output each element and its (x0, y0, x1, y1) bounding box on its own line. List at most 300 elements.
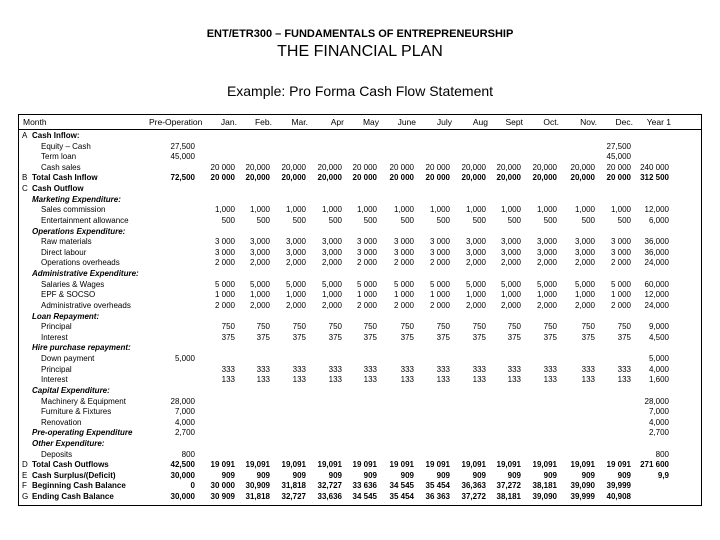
row-value: 909 (436, 470, 450, 480)
row-value: 35 454 (425, 481, 450, 491)
row-value: 45,000 (606, 152, 631, 162)
row-value: 375 (292, 332, 306, 342)
row-value: 375 (328, 332, 342, 342)
row-value: 2 000 (393, 258, 414, 268)
row-value: 3 000 (610, 247, 631, 257)
row-value: 1,000 (429, 205, 450, 215)
row-value: 750 (328, 322, 342, 332)
row-value: 500 (256, 215, 270, 225)
row-value: 333 (507, 364, 521, 374)
row-value: 5,000 (174, 354, 195, 364)
row-value: 133 (221, 375, 235, 385)
row-value: 19 091 (606, 460, 631, 470)
row-value: 30,000 (170, 470, 195, 480)
row-value: 3,000 (321, 237, 342, 247)
row-value: 38,181 (496, 492, 521, 502)
row-label: EPF & SOCSO (41, 290, 96, 300)
row-value: 20,000 (496, 173, 521, 183)
row-value: 1,600 (648, 375, 669, 385)
table-row (19, 428, 701, 439)
row-label: Term loan (41, 152, 77, 162)
row-label: Ending Cash Balance (32, 492, 114, 502)
row-value: 750 (363, 322, 377, 332)
row-value: 0 (190, 481, 195, 491)
row-value: 12,000 (644, 205, 669, 215)
row-value: 2 000 (610, 258, 631, 268)
row-value: 3,000 (321, 247, 342, 257)
column-header-period: Oct. (543, 117, 559, 127)
row-value: 3 000 (356, 247, 377, 257)
row-value: 31,818 (245, 492, 270, 502)
column-header-period: Feb. (254, 117, 272, 127)
row-value: 500 (617, 215, 631, 225)
row-value: 19 091 (389, 460, 414, 470)
row-value: 5,000 (574, 279, 595, 289)
row-label: Cash Inflow: (32, 131, 80, 140)
row-value: 1 000 (356, 290, 377, 300)
row-value: 2,000 (249, 300, 270, 310)
course-header: ENT/ETR300 – FUNDAMENTALS OF ENTREPRENEURSHIP (206, 28, 514, 40)
row-value: 5,000 (500, 279, 521, 289)
row-label: Raw materials (41, 237, 92, 247)
row-label: Interest (41, 375, 68, 385)
row-value: 20,000 (532, 162, 557, 172)
row-value: 60,000 (644, 279, 669, 289)
row-value: 4,000 (174, 417, 195, 427)
row-value: 3,000 (536, 237, 557, 247)
row-value: 133 (581, 375, 595, 385)
row-value: 20 000 (425, 173, 450, 183)
row-label: Down payment (41, 354, 95, 364)
table-row (19, 322, 701, 333)
row-value: 2 000 (356, 258, 377, 268)
row-value: 333 (617, 364, 631, 374)
row-value: 312 500 (640, 173, 669, 183)
column-header-period: Dec. (615, 117, 633, 127)
row-value: 133 (256, 375, 270, 385)
row-value: 1,000 (574, 205, 595, 215)
row-value: 36,000 (644, 247, 669, 257)
row-value: 1,000 (500, 205, 521, 215)
column-header-period: Apr (330, 117, 344, 127)
row-value: 5,000 (285, 279, 306, 289)
row-value: 20,000 (496, 162, 521, 172)
row-value: 4,500 (648, 332, 669, 342)
row-value: 3 000 (610, 237, 631, 247)
row-label: Beginning Cash Balance (32, 481, 126, 491)
row-value: 28,000 (644, 396, 669, 406)
table-row (19, 248, 701, 259)
row-value: 5,000 (321, 279, 342, 289)
row-code: E (22, 470, 28, 480)
row-value: 2 000 (356, 300, 377, 310)
row-value: 333 (581, 364, 595, 374)
row-label: Operations overheads (41, 258, 120, 268)
row-value: 1,000 (249, 205, 270, 215)
row-value: 20,000 (245, 173, 270, 183)
row-label: Total Cash Inflow (32, 173, 98, 183)
row-label: Capital Expenditure: (32, 385, 110, 395)
row-value: 2,000 (465, 258, 486, 268)
row-code: G (22, 492, 29, 502)
table-row (19, 471, 701, 482)
row-label: Cash sales (41, 162, 81, 172)
column-header-period: Aug (472, 117, 488, 127)
table-row (19, 481, 701, 492)
row-value: 2,000 (536, 258, 557, 268)
row-value: 40,908 (606, 492, 631, 502)
table-row (19, 354, 701, 365)
page-title: THE FINANCIAL PLAN (277, 43, 443, 60)
row-value: 2,000 (574, 258, 595, 268)
row-value: 133 (292, 375, 306, 385)
row-value: 375 (617, 332, 631, 342)
row-label: Entertainment allowance (41, 215, 129, 225)
row-value: 37,272 (496, 481, 521, 491)
row-value: 42,500 (170, 460, 195, 470)
row-value: 39,999 (606, 481, 631, 491)
row-value: 3,000 (249, 237, 270, 247)
table-row (19, 152, 701, 163)
row-value: 3,000 (500, 237, 521, 247)
row-value: 3 000 (393, 247, 414, 257)
row-value: 19,091 (570, 460, 595, 470)
row-label: Machinery & Equipment (41, 396, 126, 406)
table-row (19, 269, 701, 280)
column-header-period: May (362, 117, 379, 127)
row-value: 5,000 (249, 279, 270, 289)
row-value: 750 (292, 322, 306, 332)
table-row (19, 205, 701, 216)
table-row (19, 173, 701, 184)
row-value: 375 (256, 332, 270, 342)
row-value: 909 (256, 470, 270, 480)
row-value: 333 (436, 364, 450, 374)
row-value: 333 (472, 364, 486, 374)
row-value: 19,091 (245, 460, 270, 470)
row-value: 35 454 (389, 492, 414, 502)
row-value: 333 (221, 364, 235, 374)
row-value: 38,181 (532, 481, 557, 491)
row-value: 909 (400, 470, 414, 480)
row-value: 34 545 (389, 481, 414, 491)
row-value: 133 (400, 375, 414, 385)
row-label: Total Cash Outflows (32, 460, 109, 470)
column-header-row (19, 115, 701, 130)
row-value: 19 091 (352, 460, 377, 470)
row-value: 1,000 (285, 290, 306, 300)
row-value: 20 000 (425, 162, 450, 172)
table-row (19, 280, 701, 291)
row-value: 133 (363, 375, 377, 385)
row-value: 1,000 (321, 290, 342, 300)
row-label: Pre-operating Expenditure (32, 428, 133, 438)
row-value: 375 (363, 332, 377, 342)
row-value: 6,000 (648, 215, 669, 225)
row-value: 20 000 (389, 173, 414, 183)
row-value: 20,000 (570, 162, 595, 172)
row-value: 24,000 (644, 300, 669, 310)
row-value: 39,090 (532, 492, 557, 502)
statement-subtitle: Example: Pro Forma Cash Flow Statement (226, 83, 494, 99)
row-value: 2,000 (536, 300, 557, 310)
row-value: 2 000 (429, 258, 450, 268)
row-value: 375 (436, 332, 450, 342)
row-value: 2 000 (429, 300, 450, 310)
row-value: 20,000 (245, 162, 270, 172)
row-value: 20,000 (317, 162, 342, 172)
row-value: 4,000 (648, 364, 669, 374)
row-value: 1,000 (393, 205, 414, 215)
row-label: Equity – Cash (41, 141, 91, 151)
column-header-pre-operation: Pre-Operation (149, 117, 203, 127)
row-value: 20,000 (281, 162, 306, 172)
row-label: Hire purchase repayment: (32, 343, 131, 353)
row-value: 34 545 (352, 492, 377, 502)
row-value: 1,000 (536, 205, 557, 215)
row-value: 375 (472, 332, 486, 342)
row-value: 2 000 (214, 258, 235, 268)
row-value: 3,000 (500, 247, 521, 257)
row-value: 1,000 (214, 205, 235, 215)
row-value: 5 000 (356, 279, 377, 289)
row-value: 133 (436, 375, 450, 385)
row-label: Sales commission (41, 205, 106, 215)
row-value: 5,000 (465, 279, 486, 289)
row-value: 37,272 (461, 492, 486, 502)
row-value: 30 909 (210, 492, 235, 502)
row-value: 500 (436, 215, 450, 225)
row-value: 2,000 (249, 258, 270, 268)
row-value: 750 (221, 322, 235, 332)
row-value: 333 (363, 364, 377, 374)
row-label: Interest (41, 332, 68, 342)
row-label: Administrative overheads (41, 300, 131, 310)
table-row (19, 131, 701, 142)
column-header-period: Year 1 (646, 117, 671, 127)
row-value: 750 (472, 322, 486, 332)
row-value: 500 (328, 215, 342, 225)
row-value: 32,727 (317, 481, 342, 491)
row-value: 20 000 (210, 173, 235, 183)
row-value: 3,000 (465, 237, 486, 247)
row-value: 3,000 (536, 247, 557, 257)
row-value: 500 (472, 215, 486, 225)
row-value: 909 (617, 470, 631, 480)
row-value: 750 (256, 322, 270, 332)
row-value: 30,909 (245, 481, 270, 491)
row-value: 2,000 (574, 300, 595, 310)
row-value: 750 (617, 322, 631, 332)
table-row (19, 290, 701, 301)
row-value: 750 (543, 322, 557, 332)
table-row (19, 407, 701, 418)
row-value: 31,818 (281, 481, 306, 491)
row-code: F (22, 481, 27, 491)
row-value: 19,091 (461, 460, 486, 470)
row-code: B (22, 173, 28, 183)
row-value: 30 000 (210, 481, 235, 491)
row-value: 3,000 (574, 237, 595, 247)
row-value: 333 (400, 364, 414, 374)
row-value: 500 (292, 215, 306, 225)
row-value: 36,363 (461, 481, 486, 491)
row-value: 2,000 (285, 258, 306, 268)
row-value: 750 (581, 322, 595, 332)
row-value: 2,000 (500, 258, 521, 268)
row-value: 24,000 (644, 258, 669, 268)
row-value: 909 (292, 470, 306, 480)
row-value: 19,091 (317, 460, 342, 470)
table-row (19, 460, 701, 471)
row-value: 909 (221, 470, 235, 480)
column-header-period: June (397, 117, 416, 127)
row-value: 12,000 (644, 290, 669, 300)
row-value: 20,000 (461, 162, 486, 172)
row-value: 909 (507, 470, 521, 480)
row-value: 19,091 (281, 460, 306, 470)
row-value: 36 363 (425, 492, 450, 502)
row-value: 3 000 (393, 237, 414, 247)
row-value: 72,500 (170, 173, 195, 183)
table-row (19, 418, 701, 429)
row-label: Other Expenditure: (32, 438, 105, 448)
row-value: 750 (400, 322, 414, 332)
row-label: Direct labour (41, 247, 87, 257)
row-value: 909 (543, 470, 557, 480)
row-value: 45,000 (170, 152, 195, 162)
row-value: 3 000 (429, 247, 450, 257)
row-value: 1,000 (249, 290, 270, 300)
row-label: Administrative Expenditure: (32, 269, 139, 279)
row-value: 2,700 (648, 428, 669, 438)
row-value: 375 (507, 332, 521, 342)
row-value: 1,000 (465, 205, 486, 215)
row-value: 7,000 (648, 407, 669, 417)
row-value: 909 (472, 470, 486, 480)
row-value: 2 000 (610, 300, 631, 310)
row-value: 133 (507, 375, 521, 385)
row-value: 1,000 (536, 290, 557, 300)
row-value: 750 (507, 322, 521, 332)
row-value: 32,727 (281, 492, 306, 502)
row-value: 4,000 (648, 417, 669, 427)
table-row (19, 142, 701, 153)
row-value: 5,000 (648, 354, 669, 364)
row-value: 2 000 (393, 300, 414, 310)
row-label: Marketing Expenditure: (32, 194, 121, 204)
table-row (19, 397, 701, 408)
row-label: Deposits (41, 449, 73, 459)
row-value: 27,500 (606, 141, 631, 151)
column-header-period: Jan. (220, 117, 237, 127)
table-row (19, 439, 701, 450)
row-value: 36,000 (644, 237, 669, 247)
table-row (19, 237, 701, 248)
row-value: 2,700 (174, 428, 195, 438)
table-row (19, 258, 701, 269)
row-value: 2,000 (285, 300, 306, 310)
row-value: 33,636 (317, 492, 342, 502)
row-code: A (22, 131, 28, 140)
row-value: 375 (543, 332, 557, 342)
row-value: 20,000 (317, 173, 342, 183)
column-header-period: Mar. (291, 117, 308, 127)
row-value: 333 (328, 364, 342, 374)
table-row (19, 216, 701, 227)
row-value: 7,000 (174, 407, 195, 417)
column-header-period: July (436, 117, 452, 127)
table-row (19, 312, 701, 323)
row-value: 2,000 (321, 300, 342, 310)
row-label: Furniture & Fixtures (41, 407, 112, 417)
row-value: 500 (400, 215, 414, 225)
row-value: 3 000 (356, 237, 377, 247)
row-value: 500 (221, 215, 235, 225)
row-label: Cash Surplus/(Deficit) (32, 470, 116, 480)
row-value: 2,000 (465, 300, 486, 310)
row-value: 39,090 (570, 481, 595, 491)
row-value: 5 000 (610, 279, 631, 289)
row-value: 20 000 (606, 173, 631, 183)
table-row (19, 365, 701, 376)
row-value: 20 000 (352, 173, 377, 183)
cash-flow-statement (18, 114, 702, 506)
row-value: 5 000 (429, 279, 450, 289)
row-value: 19 091 (425, 460, 450, 470)
row-value: 271 600 (640, 460, 669, 470)
row-value: 500 (363, 215, 377, 225)
row-value: 240 000 (640, 162, 669, 172)
row-value: 500 (581, 215, 595, 225)
row-value: 375 (400, 332, 414, 342)
row-value: 909 (581, 470, 595, 480)
row-value: 800 (655, 449, 669, 459)
row-value: 1,000 (321, 205, 342, 215)
table-row (19, 386, 701, 397)
row-value: 1 000 (610, 290, 631, 300)
row-value: 909 (328, 470, 342, 480)
row-value: 20 000 (389, 162, 414, 172)
row-value: 3,000 (249, 247, 270, 257)
table-row (19, 450, 701, 461)
row-value: 1 000 (214, 290, 235, 300)
table-row (19, 375, 701, 386)
row-value: 3 000 (214, 237, 235, 247)
row-label: Operations Expenditure: (32, 226, 126, 236)
row-value: 19,091 (532, 460, 557, 470)
row-value: 133 (543, 375, 557, 385)
column-header-month: Month (23, 117, 47, 127)
row-value: 20 000 (352, 162, 377, 172)
row-value: 1,000 (574, 290, 595, 300)
table-row (19, 184, 701, 195)
row-value: 20,000 (461, 173, 486, 183)
row-value: 19 091 (210, 460, 235, 470)
row-value: 1,000 (285, 205, 306, 215)
row-value: 2 000 (214, 300, 235, 310)
row-value: 19,091 (496, 460, 521, 470)
row-value: 3,000 (285, 237, 306, 247)
row-label: Principal (41, 364, 72, 374)
row-value: 1,000 (465, 290, 486, 300)
row-value: 20 000 (606, 162, 631, 172)
row-value: 28,000 (170, 396, 195, 406)
row-value: 133 (328, 375, 342, 385)
row-value: 909 (363, 470, 377, 480)
row-value: 3,000 (285, 247, 306, 257)
row-value: 2,000 (500, 300, 521, 310)
